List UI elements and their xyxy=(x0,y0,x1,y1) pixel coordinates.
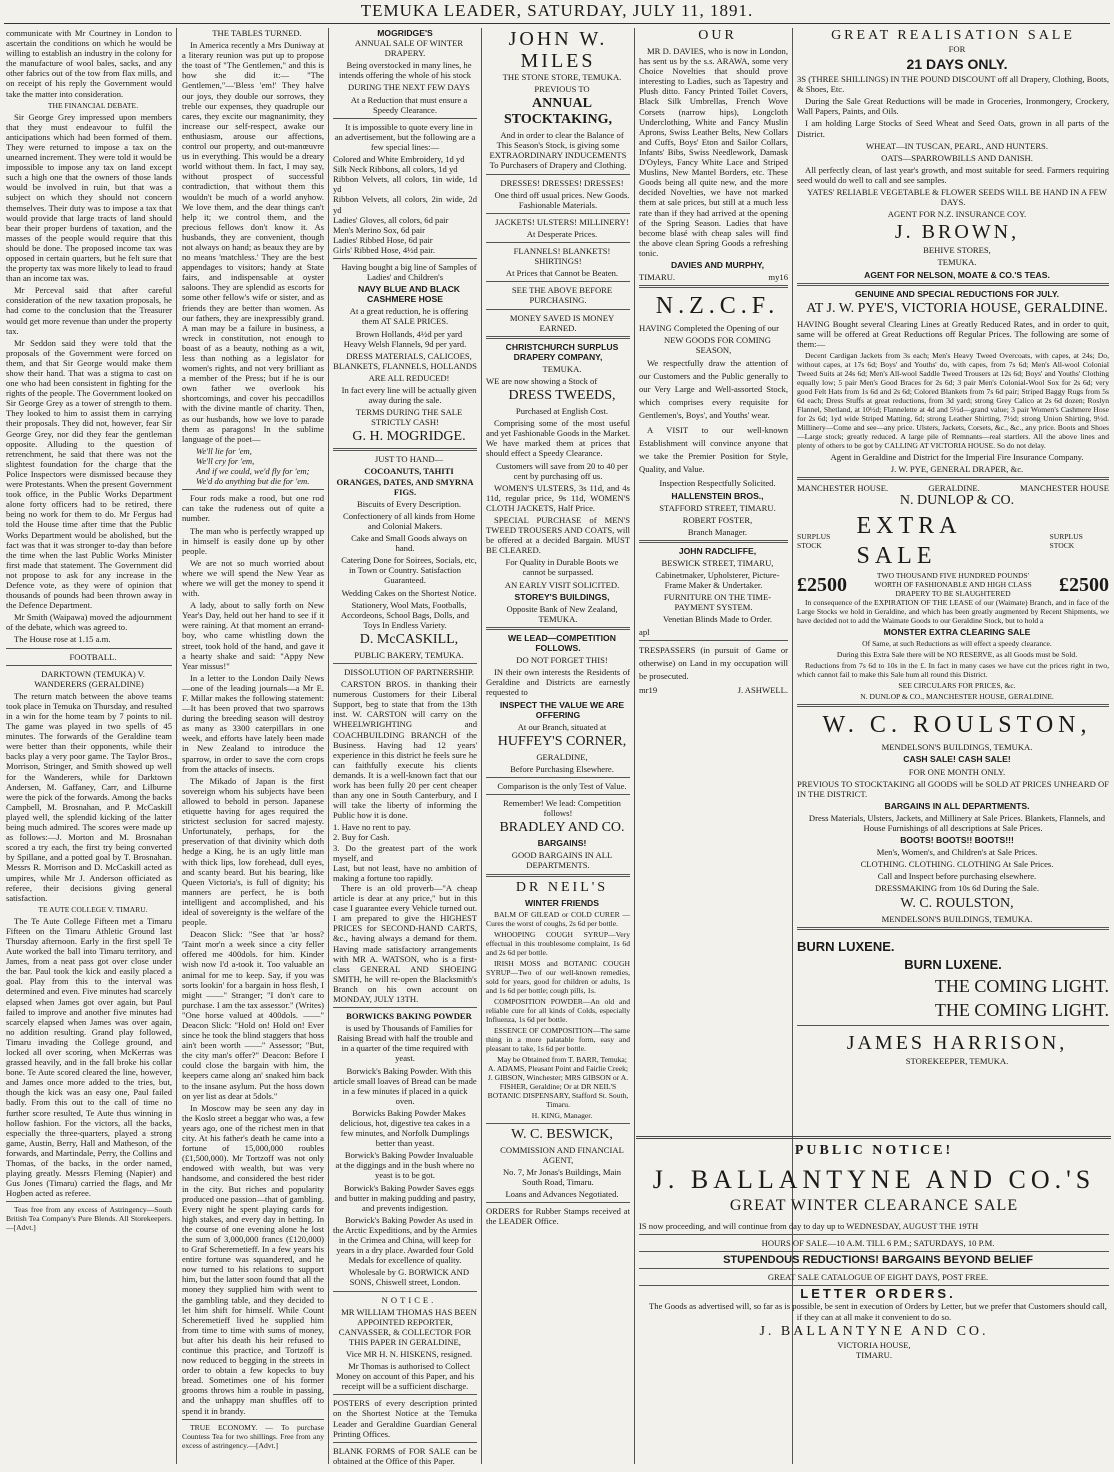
mccaskill-text: COCOANUTS, TAHITI ORANGES, DATES, AND SMYRNA FIGS. xyxy=(336,466,474,497)
welead-text: Remember! We lead: Competition follows! xyxy=(503,798,621,819)
poem-line: We'd do anything but die for 'em. xyxy=(196,476,310,487)
divider xyxy=(486,794,630,795)
divider xyxy=(333,1007,477,1008)
pye-heading: GENUINE AND SPECIAL REDUCTIONS FOR JULY. xyxy=(854,288,1060,299)
paragraph: In Moscow may be seen any day in the Koslo street a beggar who was, a few years ago, one of the richest men in that city. At his father's death he came into a fortune of 15,000,000 roubles (£1,500,000). Mr Tortzoff was not only endowed with wealth, but was very handsome, and considered the best rider in the city. But riches and popularity produced one passion—that of gambling. Every night he spent playing cards for high stakes, and every day in betting. In the course of one evening alone he lost the sum of 3,000,000 francs (£120,000) to Graf Scheremetieff. In a few years his entire fortune was squandered, and he now turned to his relations to support him, but the latter soon found that all the money they supplied him with went to the gambling table, and they decided to let him shift for himself. While Count Scheremetieff lived he supplied him from time to time with sums of money, but after his death his heir refused to continue this practice, and Tortzoff is now reduced to begging in the streets in order to obtain a few kopecks to buy bread. Sometimes one of his former grooms throws him a rouble in passing, and the unhappy man shuffles off to spend it in brandy. xyxy=(182,1102,324,1416)
divider xyxy=(639,1234,1109,1235)
divider xyxy=(333,663,477,664)
pye-text: Agent in Geraldine and District for the Imperial Fire Insurance Company. xyxy=(830,451,1084,462)
divider xyxy=(333,1291,477,1292)
realisation-text: All perfectly clean, of last year's growth, and most suitable for seed. Farmers requiring seed would do well to call and see samples. xyxy=(797,164,1109,185)
public-notice: PUBLIC NOTICE! xyxy=(794,1143,954,1158)
divider xyxy=(333,118,477,119)
davies-code: my16 xyxy=(768,272,788,283)
realisation-for: FOR xyxy=(948,44,966,54)
masthead: TEMUKA LEADER, SATURDAY, JULY 11, 1891. xyxy=(360,1,754,20)
column-3 xyxy=(333,28,477,1468)
neil-text: WHOOPING COUGH SYRUP—Very effectual in this troublesome complaint, 1s 6d and 2s 6d per bottle. xyxy=(486,929,630,957)
column-rule xyxy=(481,28,482,1464)
miles-text: SEE THE ABOVE BEFORE PURCHASING. xyxy=(511,285,613,306)
ballantyne-text: TIMARU. xyxy=(855,1349,893,1360)
dunlop-amount: £2500 xyxy=(1059,573,1109,596)
mccaskill-text: Confectionery of all kinds from Home and Colonial Makers. xyxy=(343,510,475,531)
divider xyxy=(797,927,1109,930)
roulston-boots: BOOTS! BOOTS!! BOOTS!!! xyxy=(900,835,1014,846)
dunlop-text: In consequence of the EXPIRATION OF THE LEASE of our (Waimate) Branch, and in face of the Large Stocks we hold in Geraldine, and which has been greatly augmented by Recent Shipments, we have decided not to add the Waimate Goods to our Geraldine Stock, but to hold a xyxy=(797,598,1109,626)
ballantyne-ad xyxy=(639,1143,1109,1468)
roulston-cash: CASH SALE! CASH SALE! xyxy=(903,754,1011,765)
mogridge-text: DURING THE NEXT FEW DAYS xyxy=(348,82,470,93)
column-rule xyxy=(634,28,635,1464)
welead-text: GOOD BARGAINS IN ALL DEPARTMENTS. xyxy=(511,850,613,871)
radcliffe-code: apl xyxy=(639,626,650,637)
christchurch-text: WOMEN'S ULSTERS, 3s 11d, and 4s 11d, regular price, 9s 11d, WOMEN'S CLOTH JACKETS, Half Price. xyxy=(486,482,630,513)
davies-town: TIMARU. xyxy=(639,272,676,283)
miles-text: PREVIOUS TO xyxy=(534,84,590,95)
nzcf-text: A VISIT to our well-known Establishment will convince anyone that we take the Premier Position for Style, Quality, and Value. xyxy=(639,425,788,475)
realisation-text: I am holding Large Stocks of Seed Wheat and Seed Oats, grown in all parts of the District. xyxy=(797,118,1109,139)
divider xyxy=(6,665,172,666)
trespass-footer xyxy=(639,685,788,695)
paragraph: In a letter to the London Daily News—one of the leading journals—a Mr E. F. Millar makes the following statement:—It has been proved that two sparrows during the breeding season will destroy as many as 3300 caterpillars in one week, and efforts have lately been made in New Zealand to introduce the sparrow, in order to save the corn crops from the attacks of insects. xyxy=(182,672,324,774)
roulston-text: FOR ONE MONTH ONLY. xyxy=(908,766,1006,777)
borwick-text: Wholesale by G. BORWICK AND SONS, Chiswell street, London. xyxy=(348,1267,470,1288)
dunlop-header-row xyxy=(797,483,1109,493)
welead-text: GERALDINE, xyxy=(536,751,588,762)
welead-huffeys: HUFFEY'S CORNER, xyxy=(497,733,627,749)
neil-heading: DR NEIL'S xyxy=(515,879,609,895)
davies-footer xyxy=(639,272,788,282)
paragraph: The Mikado of Japan is the first sovereign whom his subjects have been allowed to behold in person. Japanese etiquette having for ages required the strictest seclusion for sacred majesty. Unfortunately, perhaps, for the preservation of that divinity which doth hedge a King, he is an ugly little man with thick lips, low forehead, dull eyes, and scanty beard. But his bearing, like Queen Victoria's, is full of dignity; his manners are perfect, he is both intelligent and accomplished, and his ideal of sovereignty is the welfare of the people. xyxy=(182,775,324,928)
neil-text: BALM OF GILEAD or COLD CURER —Cures the worst of coughs, 2s 6d per bottle. xyxy=(486,909,630,928)
harrison-name: JAMES HARRISON, xyxy=(846,1031,1068,1054)
borwick-text: Borwicks Baking Powder Makes delicious, hot, digestive tea cakes in a few minutes, and Norfolk Dumplings better than yeast. xyxy=(340,1107,470,1149)
welead-inspect: INSPECT THE VALUE WE ARE OFFERING xyxy=(499,699,625,720)
mccaskill-signature: D. McCASKILL, xyxy=(359,631,459,647)
column-1 xyxy=(6,28,172,1468)
dunlop-text: Reductions from 7s 6d to 10s in the £. In fact in many cases we have cut the prices right in two, which cannot fail to make this Sale hum all round this District. xyxy=(797,661,1109,680)
paragraph: Four rods make a rood, but one rod can take the rudeness out of quite a number. xyxy=(182,493,324,524)
divider xyxy=(639,285,788,288)
christchurch-text: Customers will save from 20 to 40 per cent by purchasing off us. xyxy=(496,460,628,481)
welead-text: At our Branch, situated at xyxy=(517,721,607,732)
miles-text: At Desperate Prices. xyxy=(526,228,598,239)
christchurch-text: TEMUKA. xyxy=(542,363,582,374)
divider xyxy=(486,281,630,282)
column-5 xyxy=(639,28,788,1136)
list-item: 2. Buy for Cash. xyxy=(333,832,390,843)
christchurch-dress-tweeds: DRESS TWEEDS, xyxy=(508,388,616,404)
divider xyxy=(333,448,477,451)
mccaskill-text: JUST TO HAND— xyxy=(374,454,444,465)
roulston-text: DRESSMAKING from 10s 6d During the Sale. xyxy=(875,883,1039,894)
mccaskill-text: Catering Done for Soirees, Socials, etc, in Town or Country. Satisfaction Guaranteed. xyxy=(341,555,477,586)
welead-text: Comparison is the only Test of Value. xyxy=(497,780,627,791)
roulston-text: PREVIOUS TO STOCKTAKING all GOODS will be SOLD AT PRICES UNHEARD OF IN THE DISTRICT. xyxy=(797,778,1109,799)
christchurch-text: For Quality in Durable Boots we cannot be surpassed. xyxy=(505,557,619,578)
blank-forms-ad: BLANK FORMS of FOR SALE can be obtained at the Office of this Paper. xyxy=(333,1445,477,1466)
trespass-signature: J. ASHWELL. xyxy=(737,684,788,695)
mogridge-title: ANNUAL SALE OF WINTER DRAPERY. xyxy=(354,38,464,59)
column-rule xyxy=(328,28,329,1464)
brown-text: TEMUKA. xyxy=(937,257,977,268)
borwick-heading: BORWICKS BAKING POWDER xyxy=(346,1011,472,1022)
poem-line: We'll lie for 'em, xyxy=(196,445,252,456)
christchurch-text: SPECIAL PURCHASE of MEN'S TWEED TROUSERS AND COATS, will be offered at a decided Bargain. MUST BE CLEARED. xyxy=(486,515,630,556)
dunlop-side: SURPLUS STOCK xyxy=(1049,532,1083,551)
welead-bargains: BARGAINS! xyxy=(537,838,587,849)
realisation-text: During the Sale Great Reductions will be made in Groceries, Ironmongery, Crockery, Wall Papers, Paints, and Oils. xyxy=(797,96,1109,117)
dunlop-text: SEE CIRCULARS FOR PRICES, &c. xyxy=(898,681,1016,691)
borwick-text: is used by Thousands of Families for Raising Bread with half the trouble and in a quarter of the time required with yeast. xyxy=(337,1023,473,1064)
neil-text: H. KING, Manager. xyxy=(531,1110,593,1120)
article-text: The return match between the above teams took place in Temuka on Thursday, and resulted in a win for the home team by 7 points to nil. The game was played in two spells of 45 minutes. The forwards of the Geraldine team were better than their opponents, while their backs play a very poor game. The Taylor Bros., Morrison, Stringer, and Smith showed up well for the Wanderers, while for Darktown Andersen, M. Gaffaney, Carr, and Lilburne were the pick of the forwards. Among the backs Campbell, M. Brosnahan, and P. McCaskill played well, the splendid kicking of the latter being much admired. The scores were made up as follows:—J. Morton and M. Brosnahan scored a try each, the first try being converted by Spillane, and a potted goal by T. Brosnahan. Messrs R. Morrison and D. McCaskill acted as umpires, while Mr J. Anderson officiated as referee, their decisions giving general satisfaction. xyxy=(6,690,172,903)
list-item: Ribbon Velvets, all colors, 1in wide, 1d yd xyxy=(333,174,477,195)
list-item: Ladies' Ribbed Hose, 6d pair xyxy=(333,234,433,245)
ballantyne-name: J. BALLANTYNE AND CO.'S xyxy=(652,1165,1096,1194)
advertisement: Teas free from any excess of Astringency—South British Tea Company's Pure Blends. All Storekeepers.—[Advt.] xyxy=(6,1205,172,1233)
neil-text: IRISH MOSS and BOTANIC COUGH SYRUP—Two of our well-known remedies, sold for years, good for children or adults, 1s and 1s 6d per bottle; cough pills, 1s. xyxy=(486,958,630,995)
dunlop-amount: £2500 xyxy=(797,573,847,596)
dissolution-list xyxy=(333,822,477,883)
divider xyxy=(486,213,630,214)
roulston-text: Men's, Women's, and Children's at Sale Prices. xyxy=(876,847,1038,858)
mccaskill-text: Stationery, Wool Mats, Footballs, Accordeons, School Bags, Dolls, and Toys In Endless Variety. xyxy=(340,599,470,630)
ballantyne-text: VICTORIA HOUSE, xyxy=(837,1339,911,1350)
ballantyne-signature: J. BALLANTYNE AND CO. xyxy=(759,1323,989,1339)
dissolution-text: CARSTON BROS. in thanking their numerous Customers for their Liberal Support, beg to state that from the 13th inst. W. CARSTON will carry on the WHEELWRIGHTING and COACHBUILDING BRANCH of the Business. Having had 12 years' experience in this district he feels sure he can faithfully execute his clients demands. It is a well-known fact that our work has been fully 20 per cent cheaper than any one in South Canterbury, and I will take the liberty of informing the Public how it is done. xyxy=(333,679,477,821)
mogridge-text: Having bought a big line of Samples of Ladies' and Children's xyxy=(341,261,477,283)
notice-text: MR WILLIAM THOMAS HAS BEEN APPOINTED REPORTER, CANVASSER, & COLLECTOR FOR THIS PAPER IN GERALDINE, xyxy=(338,1306,477,1347)
dunlop-extra-row xyxy=(797,511,1109,571)
divider xyxy=(486,1123,630,1124)
ballantyne-hours: HOURS OF SALE—10 A.M. TILL 6 P.M.; SATURDAYS, 10 P.M. xyxy=(761,1238,995,1249)
radcliffe-text: Venetian Blinds Made to Order. xyxy=(662,614,773,625)
beswick-text: COMMISSION AND FINANCIAL AGENT, xyxy=(500,1144,624,1165)
davies-text: MR D. DAVIES, who is now in London, has sent us by the s.s. ARAWA, some very Choice Novelties that should prove interesting to Ladies, such as Tapestry and Plush ditto. Fancy Printed Toilet Covers, Black Silk Umbrellas, French Wove Corsets (narrow hips), Longcloth Underclothing, White and Fancy Muslin Aprons, Swiss Leather Belts, New Collars and Cuffs, Boys' Eton and Sailor Collars, Infants' Bibs, Swiss Needlework, Damask D'Oyleys, Fancy White Lace and Striped Muslins, New Mantel Borders, etc. These Goods being all quite new, and the more decided Novelties, we have not marked them at sale prices, but still at a much less rate than if they had arrived at the opening of the Spring Season. Ladies that have become blasé with cheap sales will find the above clean Spring Goods a refreshing tonic. xyxy=(639,46,788,258)
nzcf-text: We respectfully draw the attention of our Customers and the Public generally to our Very Large and Well-assorted Stock, which comprises every requisite for Gentlemen's, Boys', and Youths' wear. xyxy=(639,358,788,421)
article-heading: DARKTOWN (TEMUKA) V. WANDERERS (GERALDINE) xyxy=(34,668,145,689)
nzcf-text: STAFFORD STREET, TIMARU. xyxy=(659,502,776,513)
article-heading: THE TABLES TURNED. xyxy=(212,28,302,38)
roulston-text: CLOTHING. CLOTHING. CLOTHING At Sale Prices. xyxy=(860,859,1054,870)
paragraph: Deacon Slick: "See that 'ar hoss? 'Taint mor'n a week since a city feller offered me 400dols. for him. Kinder wish now I'd a-took it. Too valuable an animal for me to keep. Say, if you was sorts lookin' for a bargain in hoss flesh, I might ——" Stranger; "I don't care to purchase. I am the tax assessor." (Writes) "One horse valued at 400dols. ——" Deacon Slick: "Hold on! Hold on! Ever since he took the blind staggers that hoss ain't been worth ——" Assessor; "But, the city man's offer?" Deacon: Before I could close the bargain with him, the keepers came along an' snaked him back to the insane asylum. Put the hoss down on yer list as dear at 5dols." xyxy=(182,929,324,1101)
neil-text: ESSENCE OF COMPOSITION—The same thing in a more palatable form, easy and pleasant to take, 1s 6d per bottle. xyxy=(486,1025,630,1053)
roulston-text: MENDELSON'S BUILDINGS, TEMUKA. xyxy=(881,742,1033,753)
miles-text: And in order to clear the Balance of This Season's Stock, is giving some EXTRAORDINARY INDUCEMENTS To Purchasers of Drapery and Clothing. xyxy=(489,130,627,171)
christchurch-storeys: STOREY'S BUILDINGS, xyxy=(514,591,610,602)
realisation-text: OATS—SPARROWBILLS AND DANISH. xyxy=(881,152,1033,163)
realisation-heading: GREAT REALISATION SALE xyxy=(831,28,1075,43)
nzcf-text: NEW GOODS FOR COMING SEASON, xyxy=(663,335,772,356)
article-text: The Te Aute College Fifteen met a Timaru Fifteen on the Timaru Athletic Ground last Thursday afternoon. Early in the first spell Te Aute worked the ball into Timaru territory, and James, from a neat pass got over close under the bar. Paul took the kick and easily placed a goal. Play from this to the interval was determined and even. Five minutes had scarcely elapsed when James got over again, but Paul failed to improve and another five minutes had scarcely elapsed when James was over again, no addition resulting. Grand play followed, Timaru invading the College ground, and locked all over scoring, when McKerras was grassed heavily, and in the fall broke his collar bone. Te Aute scored cleared the line, however, and James once more added to the tries, but, though the kick was an easy one, Paul failed badly. From this out to the call of time no further score resulted, Te Aute thus winning in hollow fashion. For the victors, all the backs, especially the three-quarters, played a strong game, Austin, Berry, Hall and Matheson, of the forwards, and Martindale, Perry, the Collins and Thomas, of the backs, in the order named, playing greatly. Messrs Fleming (Napier) and Gus Jones (Timaru) carried the flags, and Mr Hogben acted as referee. xyxy=(6,915,172,1199)
paragraph: Sir George Grey impressed upon members that they must endeavour to fulfil the anticipations which had been formed of them. They were returned to impose a tax on the unearned increment. They were told it would be impossible to impose any tax on land except such a high one that the owners of those lands would be involved in ruin, but that was a subject on which they should not concern themselves. Their duty was to impose a tax that would provide that large tracts of land should bear their proper burdens of taxation, and the masses of the people would require that this should be done. The proposed income tax was opposed in certain quarters, but he felt sure that the property tax was more likely to lead to fraud than an income tax was. xyxy=(6,111,172,284)
ballantyne-stupendous: STUPENDOUS REDUCTIONS! BARGAINS BEYOND BELIEF xyxy=(723,1254,1033,1267)
realisation-text: WHEAT—IN TUSCAN, PEARL, AND HUNTERS. xyxy=(866,140,1048,151)
dunlop-amount-row xyxy=(797,571,1109,598)
miles-text: FLANNELS! BLANKETS! SHIRTINGS! xyxy=(513,246,611,267)
neil-text: COMPOSITION POWDER—An old and reliable cure for all kinds of Colds, especially Influenza, 1s 6d per bottle. xyxy=(486,996,630,1024)
list-item: Ladies' Gloves, all colors, 6d pair xyxy=(333,214,449,225)
christchurch-heading: CHRISTCHURCH SURPLUS DRAPERY COMPANY, xyxy=(505,341,619,362)
poem xyxy=(182,446,324,486)
mogridge-text: Being overstocked in many lines, he intends offering the whole of his stock xyxy=(338,60,472,81)
mogridge-hose-heading: NAVY BLUE AND BLACK CASHMERE HOSE xyxy=(357,284,460,305)
christchurch-text: Comprising some of the most useful and yet Fashionable Goods in the Market. We have marked them at prices that should effect a Speedy Clearance. xyxy=(486,418,630,459)
trespass-text: TRESPASSERS (in pursuit of Game or otherwise) on Land in my occupation will be prosecuted. xyxy=(639,644,788,681)
paragraph: We are not so much worried about where we will spend the New Year as where we will get the money to spend it with. xyxy=(182,557,324,599)
brown-name: J. BROWN, xyxy=(894,221,1020,244)
coming-light-1: THE COMING LIGHT. xyxy=(934,975,1109,996)
mogridge-text: At a Reduction that must ensure a Speedy Clearance. xyxy=(350,94,468,115)
mccaskill-text: Wedding Cakes on the Shortest Notice. xyxy=(341,587,477,598)
poem-line: And if we could, we'd fly for 'em; xyxy=(196,466,310,477)
list-item: Colored and White Embroidery, 1d yd xyxy=(333,154,465,165)
ballantyne-rule xyxy=(636,1136,1111,1140)
divider xyxy=(639,1268,1109,1269)
list-item: 3. Do the greatest part of the work myself, and xyxy=(333,842,477,863)
paragraph: The House rose at 1.15 a.m. xyxy=(14,634,111,645)
miles-text: One third off usual prices. New Goods. Fashionable Materials. xyxy=(494,189,630,210)
divider xyxy=(486,627,630,630)
dunlop-text: During this Extra Sale there will be NO RESERVE, as all Goods must be Sold. xyxy=(836,650,1078,660)
beswick-text: No. 7, Mr Jonas's Buildings, Main South Road, Timaru. xyxy=(502,1166,622,1187)
mogridge-text: It is impossible to quote every line in an advertisement, but the following are a few special lines:— xyxy=(334,121,476,152)
divider xyxy=(333,1442,477,1443)
divider xyxy=(639,540,788,543)
christchurch-text: WE are now showing a Stock of xyxy=(486,375,598,386)
ballantyne-catalogue: GREAT SALE CATALOGUE OF EIGHT DAYS, POST FREE. xyxy=(767,1272,989,1283)
miles-stocktaking: ANNUAL STOCKTAKING, xyxy=(503,96,612,128)
paragraph: A lady, about to sally forth on New Year's Day, held out her hand to see if it were raining. At that moment an errand-boy, who came whistling down the street, took hold of the hand, and gave it a hearty shake and said: "Appy New Year missus!" xyxy=(182,600,324,671)
trespass-code: mr19 xyxy=(639,684,658,695)
welead-heading: WE LEAD—COMPETITION FOLLOWS. xyxy=(508,632,616,654)
nzcf-text: ROBERT FOSTER, xyxy=(682,514,753,525)
divider xyxy=(6,648,172,649)
advertisement: TRUE ECONOMY. — To purchase Countess Tea for two shillings. Free from any excess of astringency.—[Advt.] xyxy=(182,1422,324,1450)
dunlop-extra: EXTRA SALE xyxy=(856,513,962,570)
roulston-signature: W. C. ROULSTON, xyxy=(900,895,1014,911)
beswick-name: W. C. BESWICK, xyxy=(511,1126,613,1142)
mogridge-text: DRESS MATERIALS, CALICOES, BLANKETS, FLANNELS, HOLLANDS xyxy=(333,350,477,371)
divider xyxy=(797,1025,1109,1026)
mogridge-heading: MOGRIDGE'S xyxy=(377,28,433,38)
divider xyxy=(182,489,324,490)
list-item: Men's Merino Sox, 6d pair xyxy=(333,224,426,235)
dunlop-text: Of Same, at such Reductions as will effect a speedy clearance. xyxy=(862,639,1052,649)
list-item: Last, but not least, have no ambition of making a fortune too rapidly. xyxy=(333,862,477,883)
mogridge-text: TERMS DURING THE SALE STRICTLY CASH! xyxy=(355,407,463,428)
roulston-name: W. C. ROULSTON, xyxy=(822,712,1092,739)
poem-line: We'll cry for 'em, xyxy=(196,455,255,466)
rubber-stamps-ad: ORDERS for Rubber Stamps received at the LEADER Office. xyxy=(486,1206,630,1227)
radcliffe-text: BESWICK STREET, TIMARU, xyxy=(661,558,774,568)
pye-text: J. W. PYE, GENERAL DRAPER, &c. xyxy=(890,464,1024,475)
roulston-text: MENDELSON'S BUILDINGS, TEMUKA. xyxy=(881,913,1033,924)
divider xyxy=(486,336,630,339)
ballantyne-sub: GREAT WINTER CLEARANCE SALE xyxy=(729,1197,1019,1214)
ballantyne-text: The Goods as advertised will, so far as is possible, be sent in execution of Orders by Letter, but we prefer that Customers should call, if they can at all make it convenient to do so. xyxy=(649,1301,1107,1322)
dunlop-monster: MONSTER EXTRA CLEARING SALE xyxy=(883,627,1031,638)
paragraph: Mr Smith (Waipawa) moved the adjournment of the debate, which was agreed to. xyxy=(6,612,172,633)
posters-ad: POSTERS of every description printed on the Shortest Notice at the Temuka Leader and Geraldine Guardian General Printing Offices. xyxy=(333,1398,477,1439)
debate-article xyxy=(6,112,172,645)
divider xyxy=(486,1202,630,1203)
neil-sub: WINTER FRIENDS xyxy=(525,897,599,908)
nzcf-text: Inspection Respectfully Solicited. xyxy=(659,478,776,489)
miles-text: MONEY SAVED IS MONEY EARNED. xyxy=(509,312,615,333)
miles-name: JOHN W. MILES xyxy=(508,28,608,72)
luxene-2: BURN LUXENE. xyxy=(904,956,1002,972)
divider xyxy=(486,309,630,310)
column-2 xyxy=(182,28,324,1468)
miles-text: At Prices that Cannot be Beaten. xyxy=(505,268,619,279)
neil-text: May be Obtained from T. BARR, Temuka; A. ADAMS, Pleasant Point and Fairlie Creek; J. GIBSON, Winchester; MRS GIBSON or A. FISHER, Geraldine; Or at DR NEIL'S BOTANIC DISPENSARY, Stafford St. South, Timaru. xyxy=(487,1054,629,1109)
miles-text: THE STONE STORE, TEMUKA. xyxy=(502,72,622,82)
list-item: Girls' Ribbed Hose, 4½d pair. xyxy=(333,244,436,255)
divider xyxy=(797,477,1109,480)
dunlop-side: SURPLUS STOCK xyxy=(797,532,831,551)
realisation-text: 3S (THREE SHILLINGS) IN THE POUND DISCOUNT off all Drapery, Clothing, Boots, & Shoes, Etc. xyxy=(797,74,1109,95)
dunlop-header: MANCHESTER HOUSE xyxy=(1019,483,1109,494)
column-4 xyxy=(486,28,630,1468)
column-rule xyxy=(176,28,177,1464)
dunlop-mid: TWO THOUSAND FIVE HUNDRED POUNDS' WORTH OF FASHIONABLE AND HIGH CLASS DRAPERY TO BE SLAUGHTERED xyxy=(874,571,1032,599)
divider xyxy=(333,1394,477,1395)
section-heading: THE FINANCIAL DEBATE. xyxy=(47,100,139,110)
divider xyxy=(486,242,630,243)
dunlop-text: N. DUNLOP & CO., MANCHESTER HOUSE, GERALDINE. xyxy=(860,692,1054,702)
pye-heading-2: AT J. W. PYE'S, VICTORIA HOUSE, GERALDINE. xyxy=(806,300,1108,316)
nzcf-text: Branch Manager. xyxy=(687,526,748,537)
mogridge-text: At a great reduction, he is offering them AT SALE PRICES. xyxy=(349,306,469,327)
divider xyxy=(486,777,630,778)
ballantyne-letter-orders: LETTER ORDERS. xyxy=(800,1286,956,1302)
radcliffe-text: FURNITURE ON THE TIME-PAYMENT SYSTEM. xyxy=(663,592,772,613)
christchurch-text: Purchased at English Cost. xyxy=(515,406,609,417)
harrison-text: STOREKEEPER, TEMUKA. xyxy=(905,1055,1009,1066)
divider xyxy=(639,1251,1109,1252)
column-6 xyxy=(797,28,1109,1136)
divider xyxy=(797,704,1109,707)
welead-text: DO NOT FORGET THIS! xyxy=(516,655,608,666)
borwick-text: Borwick's Baking Powder As used in the Arctic Expeditions, and by the Armies in the Crimea and China, will keep for years in a dry place. Awarded four Gold Medals for excellence of quality. xyxy=(333,1214,477,1266)
nzcf-heading: N.Z.C.F. xyxy=(655,293,780,320)
roulston-text: Dress Materials, Ulsters, Jackets, and Millinery at Sale Prices. Blankets, Flannels, and House Furnishings of all descriptions at Sale Prices. xyxy=(808,812,1106,833)
roulston-bargains: BARGAINS IN ALL DEPARTMENTS. xyxy=(884,800,1030,811)
davies-our: OUR xyxy=(698,28,737,43)
christchurch-text: Opposite Bank of New Zealand, TEMUKA. xyxy=(506,603,618,624)
nzcf-text: HAVING Completed the Opening of our xyxy=(639,323,779,334)
realisation-text: AGENT FOR N.Z. INSURANCE COY. xyxy=(887,209,1027,220)
roulston-text: Call and Inspect before purchasing elsewhere. xyxy=(877,871,1037,882)
realisation-days: 21 DAYS ONLY. xyxy=(906,56,1008,73)
brown-text: BEHIVE STORES, xyxy=(923,245,991,256)
davies-signature: DAVIES AND MURPHY, xyxy=(670,259,765,270)
ballantyne-text: IS now proceeding, and will continue from day to day up to WEDNESDAY, AUGUST THE 19TH xyxy=(639,1221,979,1231)
notice-heading: NOTICE. xyxy=(381,1294,437,1305)
paragraph: The man who is perfectly wrapped up in himself is easily done up by other people. xyxy=(182,525,324,556)
divider xyxy=(333,258,477,259)
list-item: Ribbon Velvets, all colors, 2in wide, 2d yd xyxy=(333,194,477,215)
masthead-rule xyxy=(4,23,1110,24)
brown-agent: AGENT FOR NELSON, MOATE & CO.'S TEAS. xyxy=(864,269,1050,280)
beswick-text: Loans and Advances Negotiated. xyxy=(505,1189,619,1199)
list-item: Silk Neck Ribbons, all colors, 1d yd xyxy=(333,164,458,175)
borwick-text: Borwick's Baking Powder Invaluable at the diggings and in the bush where no yeast is to be got. xyxy=(335,1150,475,1181)
mogridge-list xyxy=(333,154,477,255)
notice-text: Vice MR H. N. HISKENS, resigned. xyxy=(345,1348,473,1359)
notice-text: Mr Thomas is authorised to Collect Money on account of this Paper, and his receipt will be a sufficient discharge. xyxy=(335,1361,475,1392)
welead-bradley: BRADLEY AND CO. xyxy=(499,820,625,836)
divider xyxy=(6,1201,172,1202)
section-heading: FOOTBALL. xyxy=(69,651,117,662)
coming-light-2: THE COMING LIGHT. xyxy=(934,999,1109,1020)
dissolution-heading: DISSOLUTION OF PARTNERSHIP. xyxy=(344,666,474,677)
borwick-text: Borwick's Baking Powder. With this article small loaves of Bread can be made in a few minutes if placed in a quick oven. xyxy=(333,1065,477,1106)
divider xyxy=(639,640,788,641)
paragraph: Mr Perceval said that after careful consideration of the new taxation proposals, he had come to the conclusion that the Treasurer would get more revenue than under the property tax. xyxy=(6,285,172,336)
radcliffe-heading: JOHN RADCLIFFE, xyxy=(678,545,757,556)
divider xyxy=(797,283,1109,286)
borwick-text: Borwick's Baking Powder Saves eggs and butter in making pudding and pastry, and prevents indigestion. xyxy=(334,1182,476,1213)
dunlop-header: GERALDINE. xyxy=(928,483,980,494)
mccaskill-text: Cake and Small Goods always on hand. xyxy=(351,533,467,554)
divider xyxy=(486,174,630,175)
mogridge-text: In fact every line will be actually given away during the sale. xyxy=(341,385,477,406)
paragraph: In America recently a Mrs Duniway at a literary reunion was put up to propose the toast of "The Gentlemen," and this is how she did it:— "The Gentlemen,"—'Bless 'em!' They halve our joys, they double our sorrows, they treble our expenses, they quadruple our cares, they excite our magnanimity, they increase our self-respect, awake our enthusiasm, arouse our affections, control our property, and out-manœuvre us in everything. This would be a dreary world without them. In fact, I may say, without prospect of successful contradiction, that without them this wouldn't be much of a world anyhow. We love them, and the dear things can't help it; we control them, and the precious fellows don't know it. As husbands, they are convenient, though not always on hand; as beaux they are by no means 'matchless.' They are the best appendages to visitors; handy at State fairs, and indispensable at oyster saloons. They are splendid as escorts for some other fellow's wife or sister, and as friends they are better than women. As our fathers, they are inexpressibly grand. A man may be a failure in business, a wreck in constitution, not enough to boast of as a beauty, nothing as a wit, less than nothing as a legislator for women's rights, and not very brilliant as a member of the Press; but if he is our own father we overlook his shortcomings, and cover his peccadillos with the divine mantle of charity. Then, as our husbands, how we love to parade them as paragons! In the sublime language of the poet— xyxy=(182,40,324,444)
christchurch-text: AN EARLY VISIT SOLICITED. xyxy=(504,579,620,590)
welead-text: IN their own interests the Residents of Geraldine and Districts are earnestly requested to xyxy=(486,667,630,698)
divider xyxy=(486,874,630,877)
miles-text: JACKETS! ULSTERS! MILLINERY! xyxy=(495,216,629,227)
mogridge-text: ARE ALL REDUCED! xyxy=(368,372,450,383)
mccaskill-text: PUBLIC BAKERY, TEMUKA. xyxy=(354,649,464,660)
mccaskill-text: Biscuits of Every Description. xyxy=(356,498,462,509)
nzcf-hallenstein: HALLENSTEIN BROS., xyxy=(671,490,764,501)
pye-list: Decent Cardigan Jackets from 3s each; Men's Heavy Tweed Overcoats, with capes, at 24s; Do, without capes, at 17s 6d; Boys' and Youths' do, with capes, from 7s 6d; Men's All-wool Colonial Tweed Suits at 24s 6d; Men's All-wool Saddle Tweed Trousers at 12s 6d; Boys' and Youths' Clothing equally low; 5 pair Men's Good Braces for 2s 6d; 3 pair Men's Colonial-Wool Sox for 2s 6d; very good Felt Hats from 1s 6d and 2s 6d; Colored Blankets from 7s 6d pair; Striped Baggy Rugs from 5s 6d each; Dress Stuffs at great reductions, from 3d yard; strong Grey Calico at 2s 6d dozen; Roslyn Flannel, Shetland, at 10½d; Flannelette at 4d and 5½d—grand value; 3 pair Women's Cashmere Hose for 2s 6d; 1yd wide Striped Matting, 6d; strong Leather Shirting, 7½d; strong Union Shirting, 9½d. Millinery—Come and see—any price. Ulsters, Jackets, Corsets, &c., &c., any price. Boots and Shoes—Large stock; greatly reduced. A large pile of Remnants—real startlers. All the above lines and plenty of others to be got by CALLING AT VICTORIA HOUSE. So do not delay. xyxy=(797,350,1109,450)
dissolution-text: There is an old proverb—"A cheap article is dear at any price," but in this case I guarantee every Vehicle turned out. I am prepared to give the HIGHEST PRICES for SECOND-HAND CARTS, &c., having always a demand for them. Having made satisfactory arrangements with MR A. WATSON, who is a first-class GENERAL AND SHOEING SMITH, he will re-open the Blacksmith's Branch on his own account on MONDAY, JULY 13TH. xyxy=(333,882,477,1004)
pye-text: HAVING Bought several Clearing Lines at Greatly Reduced Rates, and in order to quit, same will be offered at Great Reductions off Regular Prices. The following are some of them:— xyxy=(797,318,1109,349)
paragraph: Mr Seddon said they were told that the proposals of the Government were forced on them, and that Sir George would make them show their hand. That was a stigma to cast on one who had been consistent in fighting for the rights of the people. The Government looked on Sir George Grey as a tower of strength to them. They looked to him to assist them in carrying their proposals. They did not, however, fear Sir George Grey, nor did they fear the gentleman opposite. Alluding to the question of retrenchment, he said that there was not the slightest foundation for the charge that the Police Inspectors were dismissed because they were Protestants. When the present Government took office, in the Public Works Department alone forty officers had to be retired, there being no work for them to do. Mr Fergus had told the House time after time that the Public Works Department would be abolished, but the fact was that it was stronger to-day than before the time when the last Public Works Minister first made that statement. The Government did not propose to ask for any increase in the Defence vote, as they were of opinion that thousands of pounds had been thrown away in the Defence Department. xyxy=(6,337,172,611)
welead-text: Before Purchasing Elsewhere. xyxy=(510,763,614,774)
luxene-1: BURN LUXENE. xyxy=(797,938,895,954)
article-heading: TE AUTE COLLEGE V. TIMARU. xyxy=(38,904,148,914)
radcliffe-text: Cabinetmaker, Upholsterer, Picture-Frame Maker & Undertaker. xyxy=(655,570,780,591)
mogridge-text: Brown Hollands, 4½d per yard Heavy Welsh Flannels, 9d per yard. xyxy=(343,328,467,349)
mogridge-signature: G. H. MOGRIDGE. xyxy=(352,429,466,445)
article-text: communicate with Mr Courtney in London to ascertain the conditions on which he would be willing to establish an industry in the colony for the manufacture of wool bales, sacks, and any other fabrics out of the tow from flax mills, and on receipt of his reply the Government would take the matter into consideration. xyxy=(6,28,172,99)
list-item: 1. Have no rent to pay. xyxy=(333,822,411,833)
divider xyxy=(182,1419,324,1420)
miles-text: DRESSES! DRESSES! DRESSES! xyxy=(500,177,624,188)
dunlop-header: MANCHESTER HOUSE. xyxy=(797,483,889,494)
dunlop-name: N. DUNLOP & CO. xyxy=(899,493,1015,509)
realisation-text: YATES' RELIABLE VEGETABLE & FLOWER SEEDS WILL BE HAND IN A FEW DAYS. xyxy=(807,187,1107,208)
